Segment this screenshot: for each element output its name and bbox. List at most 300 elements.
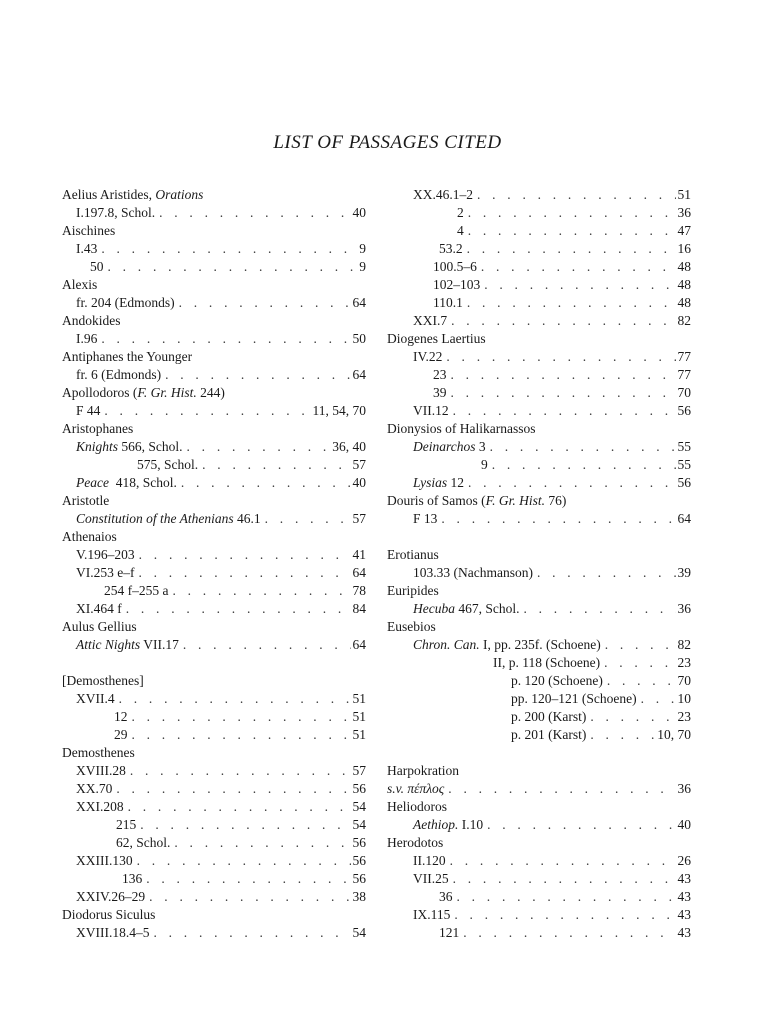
- dot-leader: [165, 366, 350, 384]
- page-number: 9: [359, 241, 366, 256]
- dot-leader: [454, 906, 675, 924]
- entry-reference-text: I, pp. 235f. (Schoene): [479, 637, 601, 652]
- entry-reference: [387, 780, 444, 798]
- page-number: 36: [677, 781, 691, 796]
- index-heading: [62, 672, 366, 690]
- heading-text: Antiphanes the Younger: [62, 349, 193, 364]
- entry-reference-text: 121: [439, 925, 460, 940]
- page-number: 51: [677, 187, 691, 202]
- page-number: 48: [677, 295, 691, 310]
- page-number: 82: [677, 637, 691, 652]
- entry-reference-text: XVII.4: [76, 691, 115, 706]
- index-heading: [387, 492, 691, 510]
- entry-reference-text: 62, Schol.: [116, 835, 171, 850]
- entry-reference: [76, 852, 133, 870]
- entry-reference: [413, 438, 486, 456]
- entry-reference-text: p. 201 (Karst): [511, 727, 587, 742]
- page-number: 70: [677, 385, 691, 400]
- dot-leader: [451, 366, 676, 384]
- index-entry: [62, 240, 366, 258]
- entry-reference-text: I.197.8, Schol.: [76, 205, 156, 220]
- dot-leader: [137, 852, 351, 870]
- index-heading: [62, 528, 366, 546]
- heading-text: Andokides: [62, 313, 121, 328]
- entry-reference-text: 254 f–255 a: [104, 583, 169, 598]
- blank-line: [387, 528, 691, 546]
- heading-italic: F. Gr. Hist.: [485, 493, 546, 508]
- index-entry: [387, 438, 691, 456]
- page-number: 57: [352, 511, 366, 526]
- index-entry: [62, 924, 366, 942]
- index-entry: [62, 366, 366, 384]
- entry-reference-text: 2: [457, 205, 464, 220]
- index-entry: [62, 798, 366, 816]
- index-entry: [387, 474, 691, 492]
- index-entry: [62, 330, 366, 348]
- index-entry: [387, 276, 691, 294]
- page-number: 38: [352, 889, 366, 904]
- page-number: 36, 40: [332, 439, 366, 454]
- index-entry: [387, 852, 691, 870]
- entry-reference: [439, 888, 453, 906]
- dot-leader: [448, 780, 675, 798]
- entry-reference-text: fr. 6 (Edmonds): [76, 367, 162, 382]
- page-number: 51: [352, 727, 366, 742]
- entry-reference: [457, 222, 464, 240]
- entry-reference: [76, 438, 183, 456]
- dot-leader: [202, 456, 350, 474]
- page-number: 40: [352, 205, 366, 220]
- index-entry: [387, 906, 691, 924]
- entry-reference-text: 29: [114, 727, 128, 742]
- entry-reference-text: II, p. 118 (Schoene): [493, 655, 601, 670]
- heading-text: Erotianus: [387, 547, 439, 562]
- index-entry: [387, 294, 691, 312]
- entry-reference-text: 4: [457, 223, 464, 238]
- index-heading: [62, 906, 366, 924]
- entry-reference: [413, 186, 473, 204]
- page-number: 64: [352, 295, 366, 310]
- index-entry: [387, 870, 691, 888]
- page-number: 64: [352, 565, 366, 580]
- heading-text: Herodotos: [387, 835, 444, 850]
- entry-work-title: Lysias: [413, 475, 448, 490]
- entry-reference-text: p. 120 (Schoene): [511, 673, 603, 688]
- entry-work-title: Knights: [76, 439, 119, 454]
- page-number: 48: [677, 277, 691, 292]
- entry-reference-text: IV.22: [413, 349, 443, 364]
- index-column-left: [62, 186, 366, 942]
- entry-reference-text: 136: [122, 871, 143, 886]
- dot-leader: [607, 672, 676, 690]
- page-number: 78: [352, 583, 366, 598]
- page-number: 64: [352, 367, 366, 382]
- entry-reference-text: 418, Schol.: [108, 475, 177, 490]
- heading-text: Harpokration: [387, 763, 459, 778]
- entry-reference-text: I.10: [458, 817, 484, 832]
- page-number: 48: [677, 259, 691, 274]
- heading-text: Apollodoros (: [62, 385, 138, 400]
- dot-leader: [140, 816, 350, 834]
- entry-reference: [439, 924, 459, 942]
- dot-leader: [453, 870, 676, 888]
- index-entry: [62, 708, 366, 726]
- index-entry: [387, 222, 691, 240]
- dot-leader: [467, 240, 676, 258]
- dot-leader: [463, 924, 675, 942]
- dot-leader: [181, 474, 351, 492]
- page-number: 43: [677, 871, 691, 886]
- dot-leader: [130, 762, 351, 780]
- dot-leader: [451, 384, 676, 402]
- entry-work-title: Attic Nights: [76, 637, 141, 652]
- entry-work-title: Chron. Can.: [413, 637, 480, 652]
- entry-reference: [413, 348, 442, 366]
- entry-reference: [90, 258, 104, 276]
- page-number: 70: [677, 673, 691, 688]
- page-number: 55: [677, 439, 691, 454]
- entry-reference-text: fr. 204 (Edmonds): [76, 295, 175, 310]
- dot-leader: [605, 636, 676, 654]
- dot-leader: [457, 888, 676, 906]
- index-entry: [387, 564, 691, 582]
- index-entry: [387, 366, 691, 384]
- page-number: 57: [352, 763, 366, 778]
- index-entry: [387, 780, 691, 798]
- dot-leader: [101, 240, 357, 258]
- dot-leader: [126, 600, 351, 618]
- page-number: 43: [677, 907, 691, 922]
- entry-reference: [76, 564, 134, 582]
- index-entry: [62, 546, 366, 564]
- heading-text: Aelius Aristides,: [62, 187, 156, 202]
- dot-leader: [481, 258, 676, 276]
- page-number: 16: [677, 241, 691, 256]
- heading-text: Heliodoros: [387, 799, 447, 814]
- page-number: 43: [677, 925, 691, 940]
- entry-reference-text: 110.1: [433, 295, 463, 310]
- index-entry: [62, 582, 366, 600]
- page-number: 10: [677, 691, 691, 706]
- index-heading: [62, 744, 366, 762]
- index-entry: [387, 384, 691, 402]
- entry-reference-text: 102–103: [433, 277, 481, 292]
- page-number: 56: [352, 781, 366, 796]
- page-number: 54: [352, 817, 366, 832]
- heading-text: Demosthenes: [62, 745, 135, 760]
- dot-leader: [524, 600, 676, 618]
- index-entry: [62, 870, 366, 888]
- page-number: 82: [677, 313, 691, 328]
- entry-reference: [511, 726, 586, 744]
- index-entry: [387, 726, 691, 744]
- heading-italic: Orations: [155, 187, 204, 202]
- entry-work-title: Deinarchos: [413, 439, 476, 454]
- entry-reference-text: 12: [114, 709, 128, 724]
- dot-leader: [446, 348, 675, 366]
- entry-reference: [433, 294, 463, 312]
- entry-work-title: Peace: [76, 475, 109, 490]
- entry-reference-text: 50: [90, 259, 104, 274]
- entry-reference: [413, 312, 447, 330]
- entry-reference: [413, 510, 437, 528]
- entry-reference: [76, 240, 97, 258]
- page-number: 55: [677, 457, 691, 472]
- index-heading: [62, 222, 366, 240]
- entry-reference: [413, 816, 483, 834]
- heading-text: [Demosthenes]: [62, 673, 144, 688]
- heading-tail: 76): [545, 493, 567, 508]
- entry-reference: [511, 708, 586, 726]
- entry-reference: [413, 636, 601, 654]
- dot-leader: [537, 564, 676, 582]
- page-number: 36: [677, 601, 691, 616]
- index-entry: [387, 186, 691, 204]
- dot-leader: [468, 474, 676, 492]
- page-number: 57: [352, 457, 366, 472]
- entry-reference: [76, 330, 97, 348]
- dot-leader: [146, 870, 350, 888]
- index-entry: [62, 438, 366, 456]
- index-heading: [387, 762, 691, 780]
- index-entry: [62, 402, 366, 420]
- page-number: 64: [677, 511, 691, 526]
- entry-reference: [76, 294, 175, 312]
- entry-reference-text: 566, Schol.: [118, 439, 183, 454]
- index-entry: [62, 564, 366, 582]
- entry-reference: [413, 852, 446, 870]
- index-entry: [387, 510, 691, 528]
- page-number: 9: [359, 259, 366, 274]
- heading-text: Euripides: [387, 583, 439, 598]
- entry-reference-text: XVIII.18.4–5: [76, 925, 150, 940]
- blank-line: [387, 744, 691, 762]
- dot-leader: [468, 204, 676, 222]
- dot-leader: [590, 708, 675, 726]
- index-entry: [387, 636, 691, 654]
- dot-leader: [179, 294, 351, 312]
- entry-reference-text: 36: [439, 889, 453, 904]
- entry-work-title: Constitution of the Athenians: [76, 511, 234, 526]
- entry-reference: [413, 600, 520, 618]
- heading-italic: F. Gr. Hist.: [137, 385, 197, 400]
- dot-leader: [477, 186, 676, 204]
- index-entry: [387, 258, 691, 276]
- page-number: 39: [677, 565, 691, 580]
- dot-leader: [173, 582, 351, 600]
- entry-reference-text: 9: [481, 457, 488, 472]
- entry-reference: [76, 204, 155, 222]
- index-heading: [387, 330, 691, 348]
- dot-leader: [132, 726, 351, 744]
- entry-reference-text: IX.115: [413, 907, 451, 922]
- entry-reference: [413, 906, 450, 924]
- entry-work-title: Aethiop.: [413, 817, 459, 832]
- heading-text: Athenaios: [62, 529, 117, 544]
- entry-reference-text: 575, Schol.: [137, 457, 199, 472]
- entry-reference: [114, 726, 128, 744]
- entry-reference: [433, 366, 447, 384]
- page-number: 41: [352, 547, 366, 562]
- dot-leader: [159, 204, 350, 222]
- index-entry: [62, 816, 366, 834]
- dot-leader: [174, 834, 350, 852]
- entry-reference-text: 467, Schol.: [454, 601, 520, 616]
- entry-reference: [116, 816, 136, 834]
- entry-reference: [76, 888, 145, 906]
- entry-reference-text: XXI.208: [76, 799, 124, 814]
- index-entry: [387, 816, 691, 834]
- index-entry: [387, 456, 691, 474]
- entry-reference: [76, 366, 161, 384]
- entry-reference-text: VII.12: [413, 403, 449, 418]
- index-entry: [387, 402, 691, 420]
- page-number: 84: [352, 601, 366, 616]
- entry-reference-text: p. 200 (Karst): [511, 709, 587, 724]
- dot-leader: [119, 690, 351, 708]
- entry-reference-text: XXI.7: [413, 313, 448, 328]
- entry-reference: [104, 582, 169, 600]
- page-number: 26: [677, 853, 691, 868]
- dot-leader: [484, 276, 675, 294]
- entry-reference-text: XX.70: [76, 781, 113, 796]
- index-entry: [62, 834, 366, 852]
- entry-reference: [511, 690, 637, 708]
- index-entry: [387, 888, 691, 906]
- index-heading: [62, 312, 366, 330]
- page-number: 56: [352, 835, 366, 850]
- heading-text: Alexis: [62, 277, 98, 292]
- entry-reference-text: F 13: [413, 511, 438, 526]
- entry-reference-text: XVIII.28: [76, 763, 126, 778]
- entry-reference-text: 46.1: [233, 511, 261, 526]
- index-heading: [62, 384, 366, 402]
- entry-reference: [76, 690, 115, 708]
- entry-reference: [413, 402, 449, 420]
- entry-reference: [511, 672, 603, 690]
- entry-reference-text: VII.17: [140, 637, 179, 652]
- entry-reference-text: I.96: [76, 331, 98, 346]
- index-entry: [62, 780, 366, 798]
- index-entry: [387, 600, 691, 618]
- page-number: 36: [677, 205, 691, 220]
- entry-reference-text: pp. 120–121 (Schoene): [511, 691, 637, 706]
- heading-text: Diogenes Laertius: [387, 331, 486, 346]
- entry-reference: [76, 600, 122, 618]
- entry-reference-text: I.43: [76, 241, 98, 256]
- page-number: 50: [352, 331, 366, 346]
- entry-reference: [76, 636, 179, 654]
- entry-reference-text: 39: [433, 385, 447, 400]
- heading-tail: 244): [196, 385, 225, 400]
- dot-leader: [451, 312, 675, 330]
- entry-reference-text: XX.46.1–2: [413, 187, 473, 202]
- blank-line: [62, 654, 366, 672]
- entry-reference: [76, 798, 124, 816]
- dot-leader: [265, 510, 351, 528]
- page-number: 40: [677, 817, 691, 832]
- index-entry: [387, 312, 691, 330]
- entry-reference-text: XXIII.130: [76, 853, 133, 868]
- heading-text: Douris of Samos (: [387, 493, 486, 508]
- entry-reference-text: 23: [433, 367, 447, 382]
- entry-reference-text: XXIV.26–29: [76, 889, 146, 904]
- heading-text: Aischines: [62, 223, 116, 238]
- index-column-right: [387, 186, 691, 942]
- page-number: 43: [677, 889, 691, 904]
- index-entry: [62, 852, 366, 870]
- index-entry: [387, 690, 691, 708]
- dot-leader: [468, 222, 676, 240]
- index-entry: [62, 204, 366, 222]
- page-number: 56: [677, 475, 691, 490]
- page-number: 56: [352, 871, 366, 886]
- heading-text: Diodorus Siculus: [62, 907, 156, 922]
- page-number: 54: [352, 799, 366, 814]
- entry-reference-text: 3: [475, 439, 486, 454]
- entry-reference: [439, 240, 463, 258]
- index-entry: [387, 672, 691, 690]
- dot-leader: [604, 654, 675, 672]
- index-heading: [387, 834, 691, 852]
- entry-reference: [76, 762, 126, 780]
- entry-work-title: s.v. πέπλος: [387, 781, 445, 796]
- index-entry: [62, 456, 366, 474]
- dot-leader: [441, 510, 675, 528]
- index-heading: [387, 546, 691, 564]
- page-number: 54: [352, 925, 366, 940]
- index-entry: [387, 708, 691, 726]
- entry-reference-text: 103.33 (Nachmanson): [413, 565, 533, 580]
- entry-reference-text: VI.253 e–f: [76, 565, 135, 580]
- entry-reference: [76, 402, 100, 420]
- dot-leader: [453, 402, 676, 420]
- entry-reference: [76, 510, 261, 528]
- index-heading: [62, 276, 366, 294]
- page-number: 77: [677, 367, 691, 382]
- page-number: 56: [352, 853, 366, 868]
- entry-reference: [433, 384, 447, 402]
- entry-reference: [114, 708, 128, 726]
- heading-text: Aristophanes: [62, 421, 134, 436]
- page-title: LIST OF PASSAGES CITED: [273, 132, 502, 153]
- dot-leader: [487, 816, 675, 834]
- page-number: 23: [677, 709, 691, 724]
- entry-reference: [137, 456, 198, 474]
- entry-reference: [413, 564, 533, 582]
- heading-text: Eusebios: [387, 619, 436, 634]
- dot-leader: [139, 546, 351, 564]
- index-heading: [62, 618, 366, 636]
- dot-leader: [132, 708, 351, 726]
- entry-reference: [493, 654, 600, 672]
- heading-text: Aulus Gellius: [62, 619, 137, 634]
- index-heading: [62, 348, 366, 366]
- entry-reference-text: 53.2: [439, 241, 463, 256]
- index-heading: [387, 798, 691, 816]
- index-entry: [387, 924, 691, 942]
- entry-reference: [76, 924, 150, 942]
- page-number: 64: [352, 637, 366, 652]
- entry-reference-text: F 44: [76, 403, 101, 418]
- entry-reference-text: 215: [116, 817, 137, 832]
- dot-leader: [128, 798, 351, 816]
- index-entry: [62, 510, 366, 528]
- index-entry: [62, 762, 366, 780]
- entry-work-title: Hecuba: [413, 601, 455, 616]
- entry-reference: [122, 870, 142, 888]
- entry-reference-text: V.196–203: [76, 547, 135, 562]
